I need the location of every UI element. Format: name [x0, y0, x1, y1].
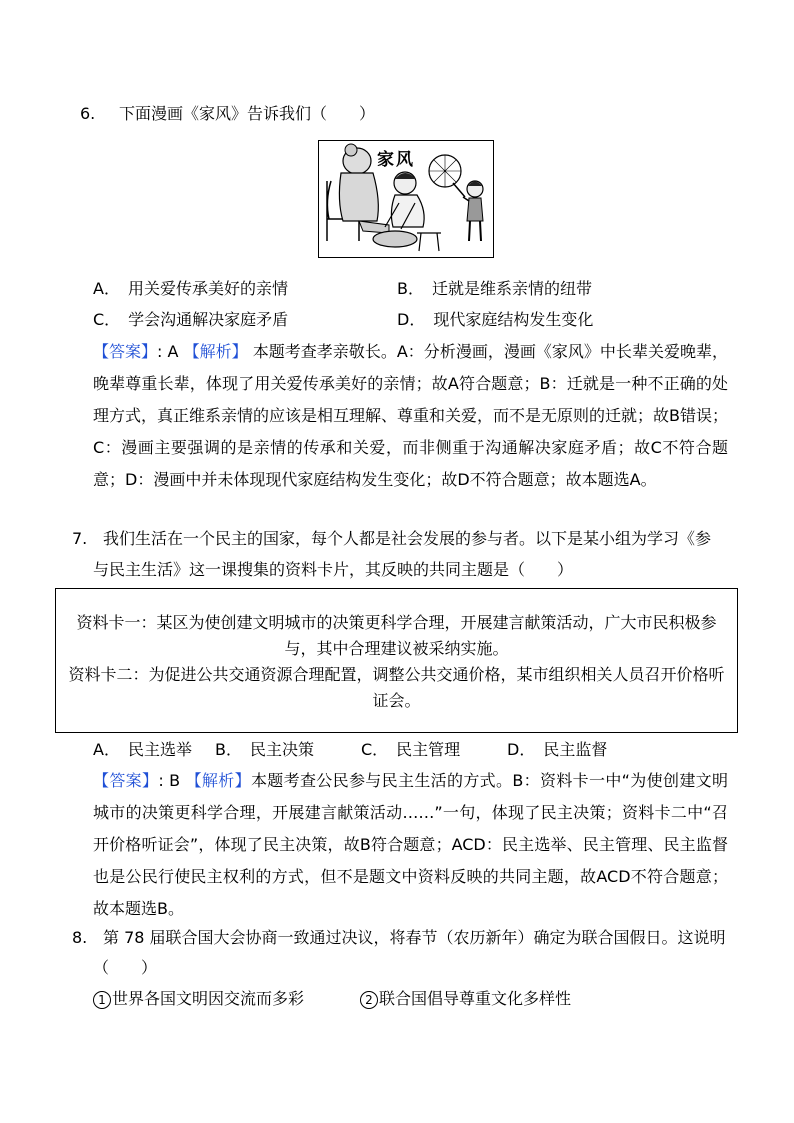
q6-option-d: D． 现代家庭结构发生变化 [397, 310, 594, 329]
q7-analysis-text: 本题考查公民参与民主生活的方式。B：资料卡一中“为使创建文明城市的决策更科学合理，开展建言献策活动……”一句，体现了民主决策；资料卡二中“召开价格听证会”，体现了民主决策，故B符合题意；ACD：民主选举、民主管理、民主监督也是公民行使民主权利的方式，但不是题文中资料反映的共同主题，故ACD不符合题意；故本题选B。 [93, 771, 728, 918]
question-8-stem-line2: （ ） [93, 958, 158, 977]
q7-option-c: C． 民主管理 [361, 740, 461, 759]
q7-option-b: B． 民主决策 [215, 740, 314, 759]
q7-answer-block [93, 765, 728, 925]
circled-number-1: 1 [93, 991, 111, 1009]
question-7-stem-line1: 我们生活在一个民主的国家，每个人都是社会发展的参与者。以下是某小组为学习《参 [103, 529, 712, 548]
q6-option-b: B． 迁就是维系亲情的纽带 [397, 279, 592, 298]
question-6-number: 6. [80, 104, 96, 123]
q6-option-c: C． 学会沟通解决家庭矛盾 [93, 310, 289, 329]
card2-line2: 证会。 [372, 691, 421, 710]
card2-line1: 资料卡二：为促进公共交通资源合理配置，调整公共交通价格，某市组织相关人员召开价格听 [68, 665, 725, 684]
q7-answer-value: : B [158, 771, 181, 790]
q7-option-a: A． 民主选举 [93, 740, 192, 759]
q7-answer-label: 【答案】 [93, 771, 159, 790]
q8-statement-1-text: 世界各国文明因交流而多彩 [112, 989, 305, 1008]
q6-option-a: A． 用关爱传承美好的亲情 [93, 279, 288, 298]
q7-analysis-label: 【解析】 [185, 771, 251, 790]
family-tradition-cartoon [318, 140, 494, 258]
q7-option-d: D． 民主监督 [507, 740, 608, 759]
q8-statement-1 [93, 988, 304, 1010]
question-8-stem-line1: 第 78 届联合国大会协商一致通过决议，将春节（农历新年）确定为联合国假日。这说明 [103, 928, 726, 947]
q6-analysis-text: 本题考查孝亲敬长。A：分析漫画，漫画《家风》中长辈关爱晚辈，晚辈尊重长辈，体现了用关爱传承美好的亲情；故A符合题意；B：迁就是一种不正确的处理方式，真正维系亲情的应该是相互理解、尊重和关爱，而不是无原则的迁就；故B错误；C：漫画主要强调的是亲情的传承和关爱，而非侧重于沟通解决家庭矛盾；故C不符合题意；D：漫画中并未体现现代家庭结构发生变化；故D不符合题意；故本题选A。 [93, 342, 728, 489]
cartoon-caption: 家风 [377, 150, 415, 170]
question-7-stem-line2: 与民主生活》这一课搜集的资料卡片，其反映的共同主题是（ ） [93, 560, 574, 579]
question-7-number: 7. [72, 529, 88, 548]
material-cards-box [55, 588, 738, 733]
q8-statement-2 [360, 988, 571, 1010]
question-6-stem: 下面漫画《家风》告诉我们（ ） [119, 104, 376, 123]
card1-line2: 与，其中合理建议被采纳实施。 [284, 639, 509, 658]
question-8-number: 8. [72, 928, 88, 947]
q6-analysis-label: 【解析】 [183, 342, 248, 361]
circled-number-2: 2 [360, 991, 378, 1009]
q6-answer-value: : A [157, 342, 179, 361]
card1-line1: 资料卡一：某区为使创建文明城市的决策更科学合理，开展建言献策活动，广大市民积极参 [76, 613, 717, 632]
q8-statement-2-text: 联合国倡导尊重文化多样性 [379, 989, 572, 1008]
q6-answer-label: 【答案】 [93, 342, 158, 361]
q6-answer-block [93, 336, 728, 496]
